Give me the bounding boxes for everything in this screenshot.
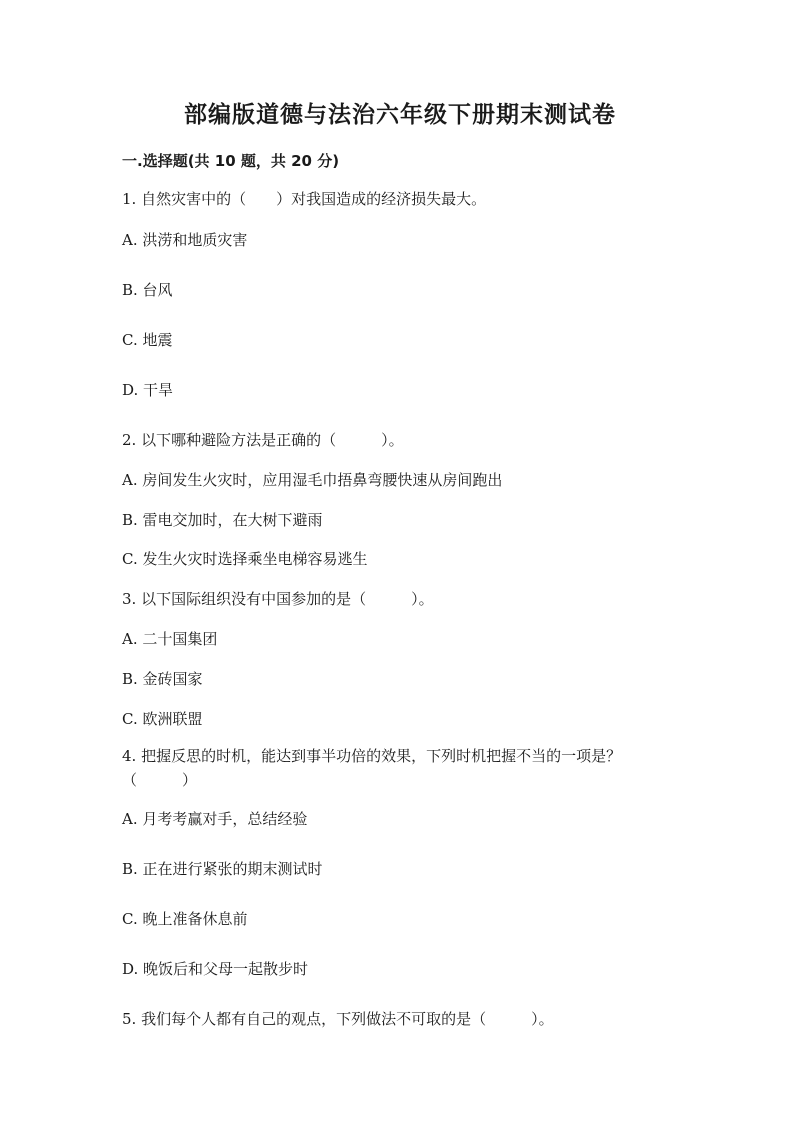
question-1-option-d: D. 干旱 <box>122 381 174 399</box>
page-title: 部编版道德与法治六年级下册期末测试卷 <box>184 102 616 128</box>
question-2-option-c: C. 发生火灾时选择乘坐电梯容易逃生 <box>122 550 368 568</box>
question-3-option-b: B. 金砖国家 <box>122 670 203 688</box>
question-3-stem: 3. 以下国际组织没有中国参加的是（ ）。 <box>122 590 434 608</box>
question-2-stem: 2. 以下哪种避险方法是正确的（ ）。 <box>122 431 404 449</box>
question-1-option-b: B. 台风 <box>122 281 173 299</box>
question-1-option-a: A. 洪涝和地质灾害 <box>122 231 248 249</box>
question-4-stem: 4. 把握反思的时机，能达到事半功倍的效果，下列时机把握不当的一项是？（ ） <box>122 747 622 789</box>
question-1-stem: 1. 自然灾害中的（ ）对我国造成的经济损失最大。 <box>122 190 487 208</box>
question-2-option-b: B. 雷电交加时，在大树下避雨 <box>122 511 323 529</box>
question-4-option-b: B. 正在进行紧张的期末测试时 <box>122 860 323 878</box>
question-4-option-c: C. 晚上准备休息前 <box>122 910 248 928</box>
question-5-stem: 5. 我们每个人都有自己的观点，下列做法不可取的是（ ）。 <box>122 1010 554 1028</box>
question-1-option-c: C. 地震 <box>122 331 173 349</box>
question-4-option-a: A. 月考考赢对手，总结经验 <box>122 810 308 828</box>
question-3-option-c: C. 欧洲联盟 <box>122 710 203 728</box>
question-2-option-a: A. 房间发生火灾时，应用湿毛巾捂鼻弯腰快速从房间跑出 <box>122 471 503 489</box>
question-4-option-d: D. 晚饭后和父母一起散步时 <box>122 960 309 978</box>
section-heading: 一.选择题(共 10 题，共 20 分) <box>122 152 340 170</box>
question-3-option-a: A. 二十国集团 <box>122 630 218 648</box>
